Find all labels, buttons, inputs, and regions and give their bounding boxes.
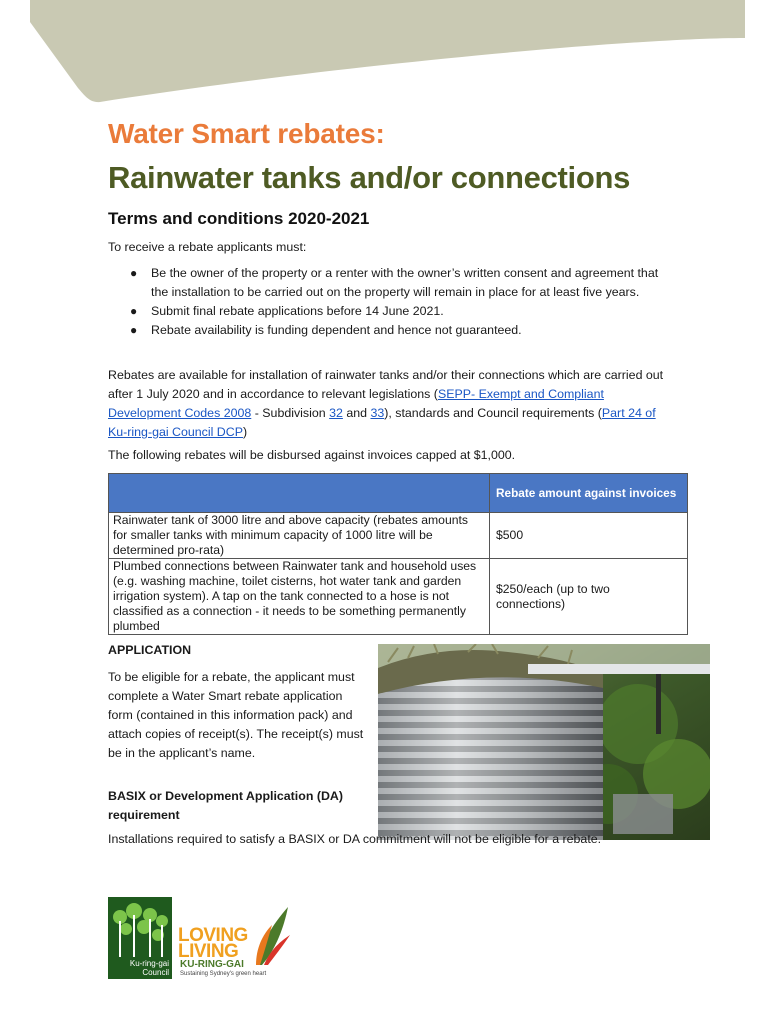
bullet-icon: ● xyxy=(130,266,138,280)
rainwater-tank-photo xyxy=(378,644,710,840)
basix-heading: BASIX or Development Application (DA) requirement xyxy=(108,789,343,822)
sepp-link[interactable]: SEPP- Exempt and Compliant Development Codes 2008 xyxy=(108,387,604,420)
table-row xyxy=(109,559,688,635)
header-decorative-band xyxy=(0,0,770,110)
list-item: ● Be the owner of the property or a renter with the owner’s written consent and agreement that the installation to be carried out on the property will remain in place for at least five years. xyxy=(130,266,659,299)
bullet-icon: ● xyxy=(130,304,138,318)
loving-living-logo xyxy=(176,905,296,980)
council-name-line1: Ku-ring-gai xyxy=(129,959,169,968)
table-header-row xyxy=(109,474,688,513)
logo-loving-text: LOVING xyxy=(178,925,248,946)
basix-text: Installations required to satisfy a BASIX or DA commitment will not be eligible for a rebate. xyxy=(108,832,602,846)
table-cell-amount: $250/each (up to two connections) xyxy=(490,559,688,635)
logo-kuringgai-text: KU-RING-GAI xyxy=(180,959,244,970)
title-line-1: Water Smart rebates: xyxy=(108,118,385,149)
table-cell-item: Rainwater tank of 3000 litre and above capacity (rebates amounts for smaller tanks with minimum capacity of 1000 litre will be determined pro-rata) xyxy=(109,513,490,559)
leaf-flame-icon xyxy=(254,905,292,967)
council-logo xyxy=(108,897,172,979)
table-header-cell-empty xyxy=(109,474,490,513)
application-text: To be eligible for a rebate, the applicant must complete a Water Smart rebate application form (contained in this information pack) and attach copies of receipt(s). The receipt(s) must be in the applicant’s name. xyxy=(108,670,364,760)
council-name-line2: Council xyxy=(142,968,169,977)
subtitle: Terms and conditions 2020-2021 xyxy=(108,209,370,228)
table-header-cell: Rebate amount against invoices xyxy=(490,474,688,513)
logo-living-text: LIVING xyxy=(178,941,239,962)
subdivision-33-link[interactable]: 33 xyxy=(370,406,385,420)
bullet-icon: ● xyxy=(130,323,138,337)
dcp-part-24-link[interactable]: Part 24 of Ku-ring-gai Council DCP xyxy=(108,406,656,439)
table-cell-item: Plumbed connections between Rainwater tank and household uses (e.g. washing machine, toilet cisterns, hot water tank and garden irrigation system). A tap on the tank connected to a hose is not classified as a connection - it needs to be something permanently plumbed xyxy=(109,559,490,635)
list-item: ● Rebate availability is funding dependent and hence not guaranteed. xyxy=(108,321,678,340)
requirements-list xyxy=(108,264,678,340)
intro-text: To receive a rebate applicants must: xyxy=(108,240,307,254)
disburse-text: The following rebates will be disbursed against invoices capped at $1,000. xyxy=(108,448,516,462)
subdivision-32-link[interactable]: 32 xyxy=(329,406,343,420)
logo-tagline: Sustaining Sydney's green heart xyxy=(180,971,267,977)
rebates-table xyxy=(108,473,688,635)
application-heading: APPLICATION xyxy=(108,643,192,657)
list-item: ● Submit final rebate applications before 14 June 2021. xyxy=(108,302,678,321)
table-cell-amount: $500 xyxy=(490,513,688,559)
rebates-paragraph: Rebates are available for installation of rainwater tanks and/or their connections which are carried out after 1 July 2020 and in accordance to relevant legislations (SEPP- Exempt and Compliant Development Codes 2008 - Subdivision 32 and 33), standards and Council requirements (Part 24 of Ku-ring-gai Council DCP) xyxy=(108,368,664,439)
table-row xyxy=(109,513,688,559)
title-line-2: Rainwater tanks and/or connections xyxy=(108,160,631,195)
